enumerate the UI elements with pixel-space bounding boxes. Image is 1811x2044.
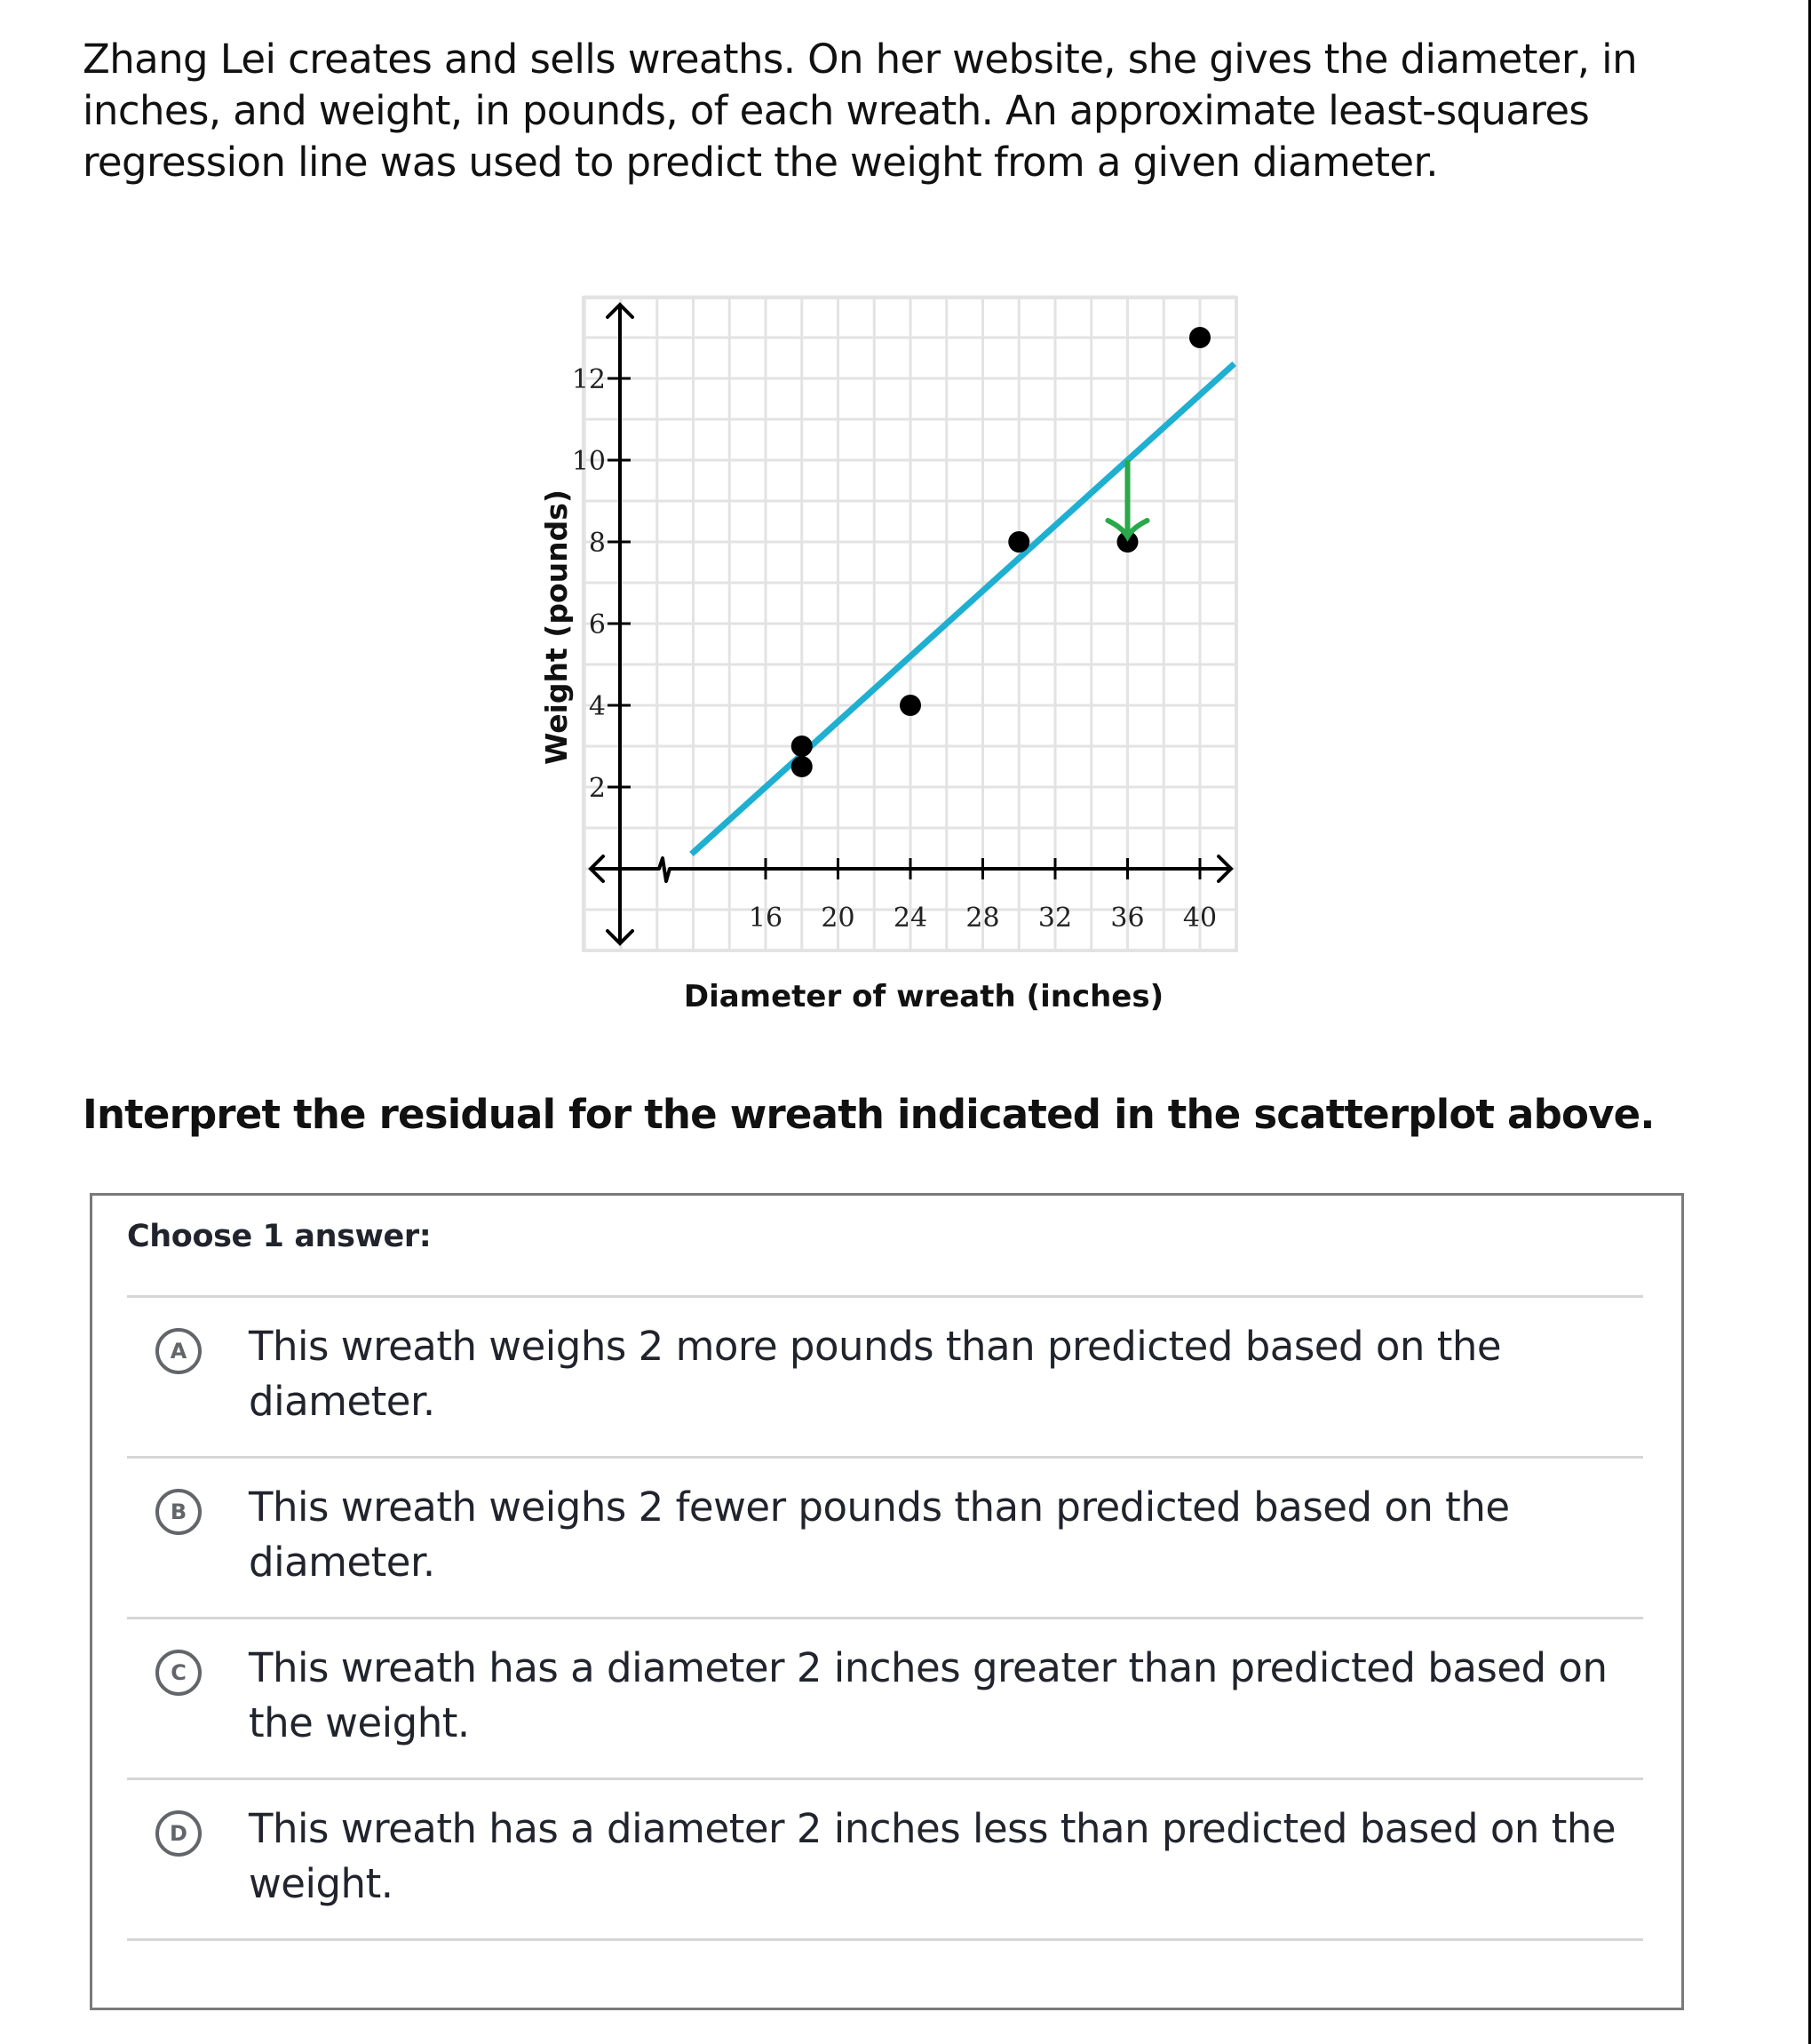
y-tick-label: 6 — [588, 609, 606, 640]
option-line: This wreath has a diameter 2 inches greater than predicted based on — [249, 1644, 1608, 1691]
y-tick-label: 4 — [588, 691, 606, 722]
answer-option-d[interactable] — [127, 1780, 1643, 1938]
option-line: weight. — [249, 1860, 393, 1907]
option-line: This wreath has a diameter 2 inches less than predicted based on the — [249, 1805, 1616, 1852]
regression-line — [691, 363, 1234, 854]
option-line: This wreath weighs 2 more pounds than predicted based on the — [249, 1323, 1502, 1370]
choose-answer-label: Choose 1 answer: — [127, 1219, 432, 1254]
x-tick-label: 32 — [1037, 903, 1073, 934]
chart-ticks — [572, 364, 1217, 934]
option-text-d — [249, 1801, 1634, 1912]
x-tick-label: 20 — [821, 903, 855, 934]
option-line: This wreath weighs 2 fewer pounds than predicted based on the — [249, 1483, 1510, 1531]
answer-option-a[interactable] — [127, 1298, 1643, 1456]
answer-choices-panel — [90, 1193, 1684, 2010]
x-tick-label: 36 — [1110, 903, 1145, 934]
data-point — [1189, 327, 1211, 348]
question-prompt: Interpret the residual for the wreath indicated in the scatterplot above. — [83, 1091, 1655, 1138]
option-text-c — [249, 1641, 1634, 1751]
option-text-b — [249, 1480, 1634, 1590]
y-axis-label: Weight (pounds) — [539, 489, 574, 766]
x-tick-label: 40 — [1182, 903, 1218, 934]
x-tick-label: 24 — [893, 903, 928, 934]
y-tick-label: 10 — [571, 446, 606, 477]
chart-series — [691, 327, 1234, 854]
divider — [127, 1938, 1643, 1941]
data-point — [791, 756, 813, 777]
x-tick-label: 28 — [965, 903, 1000, 934]
option-line: diameter. — [249, 1378, 435, 1425]
chart-grid — [584, 297, 1236, 950]
option-line: diameter. — [249, 1539, 435, 1586]
answer-option-c[interactable] — [127, 1619, 1643, 1778]
x-tick-label: 16 — [748, 903, 783, 934]
option-letter-a[interactable]: A — [155, 1328, 202, 1374]
option-line: the weight. — [249, 1699, 470, 1746]
y-tick-label: 12 — [571, 364, 606, 395]
data-point — [900, 695, 921, 716]
option-text-a — [249, 1319, 1634, 1429]
intro-line: Zhang Lei creates and sells wreaths. On her website, she gives the diameter, in — [83, 36, 1637, 83]
option-letter-c[interactable]: C — [155, 1650, 202, 1696]
answer-option-b[interactable] — [127, 1459, 1643, 1617]
intro-line: inches, and weight, in pounds, of each wreath. An approximate least-squares — [83, 87, 1590, 134]
data-point — [791, 736, 813, 757]
y-tick-label: 8 — [588, 528, 606, 559]
option-letter-b[interactable]: B — [155, 1489, 202, 1535]
intro-line: regression line was used to predict the weight from a given diameter. — [83, 139, 1438, 186]
x-axis-label: Diameter of wreath (inches) — [683, 979, 1164, 1014]
y-tick-label: 2 — [588, 773, 606, 804]
data-point — [1008, 531, 1029, 553]
option-letter-d[interactable]: D — [155, 1810, 202, 1857]
